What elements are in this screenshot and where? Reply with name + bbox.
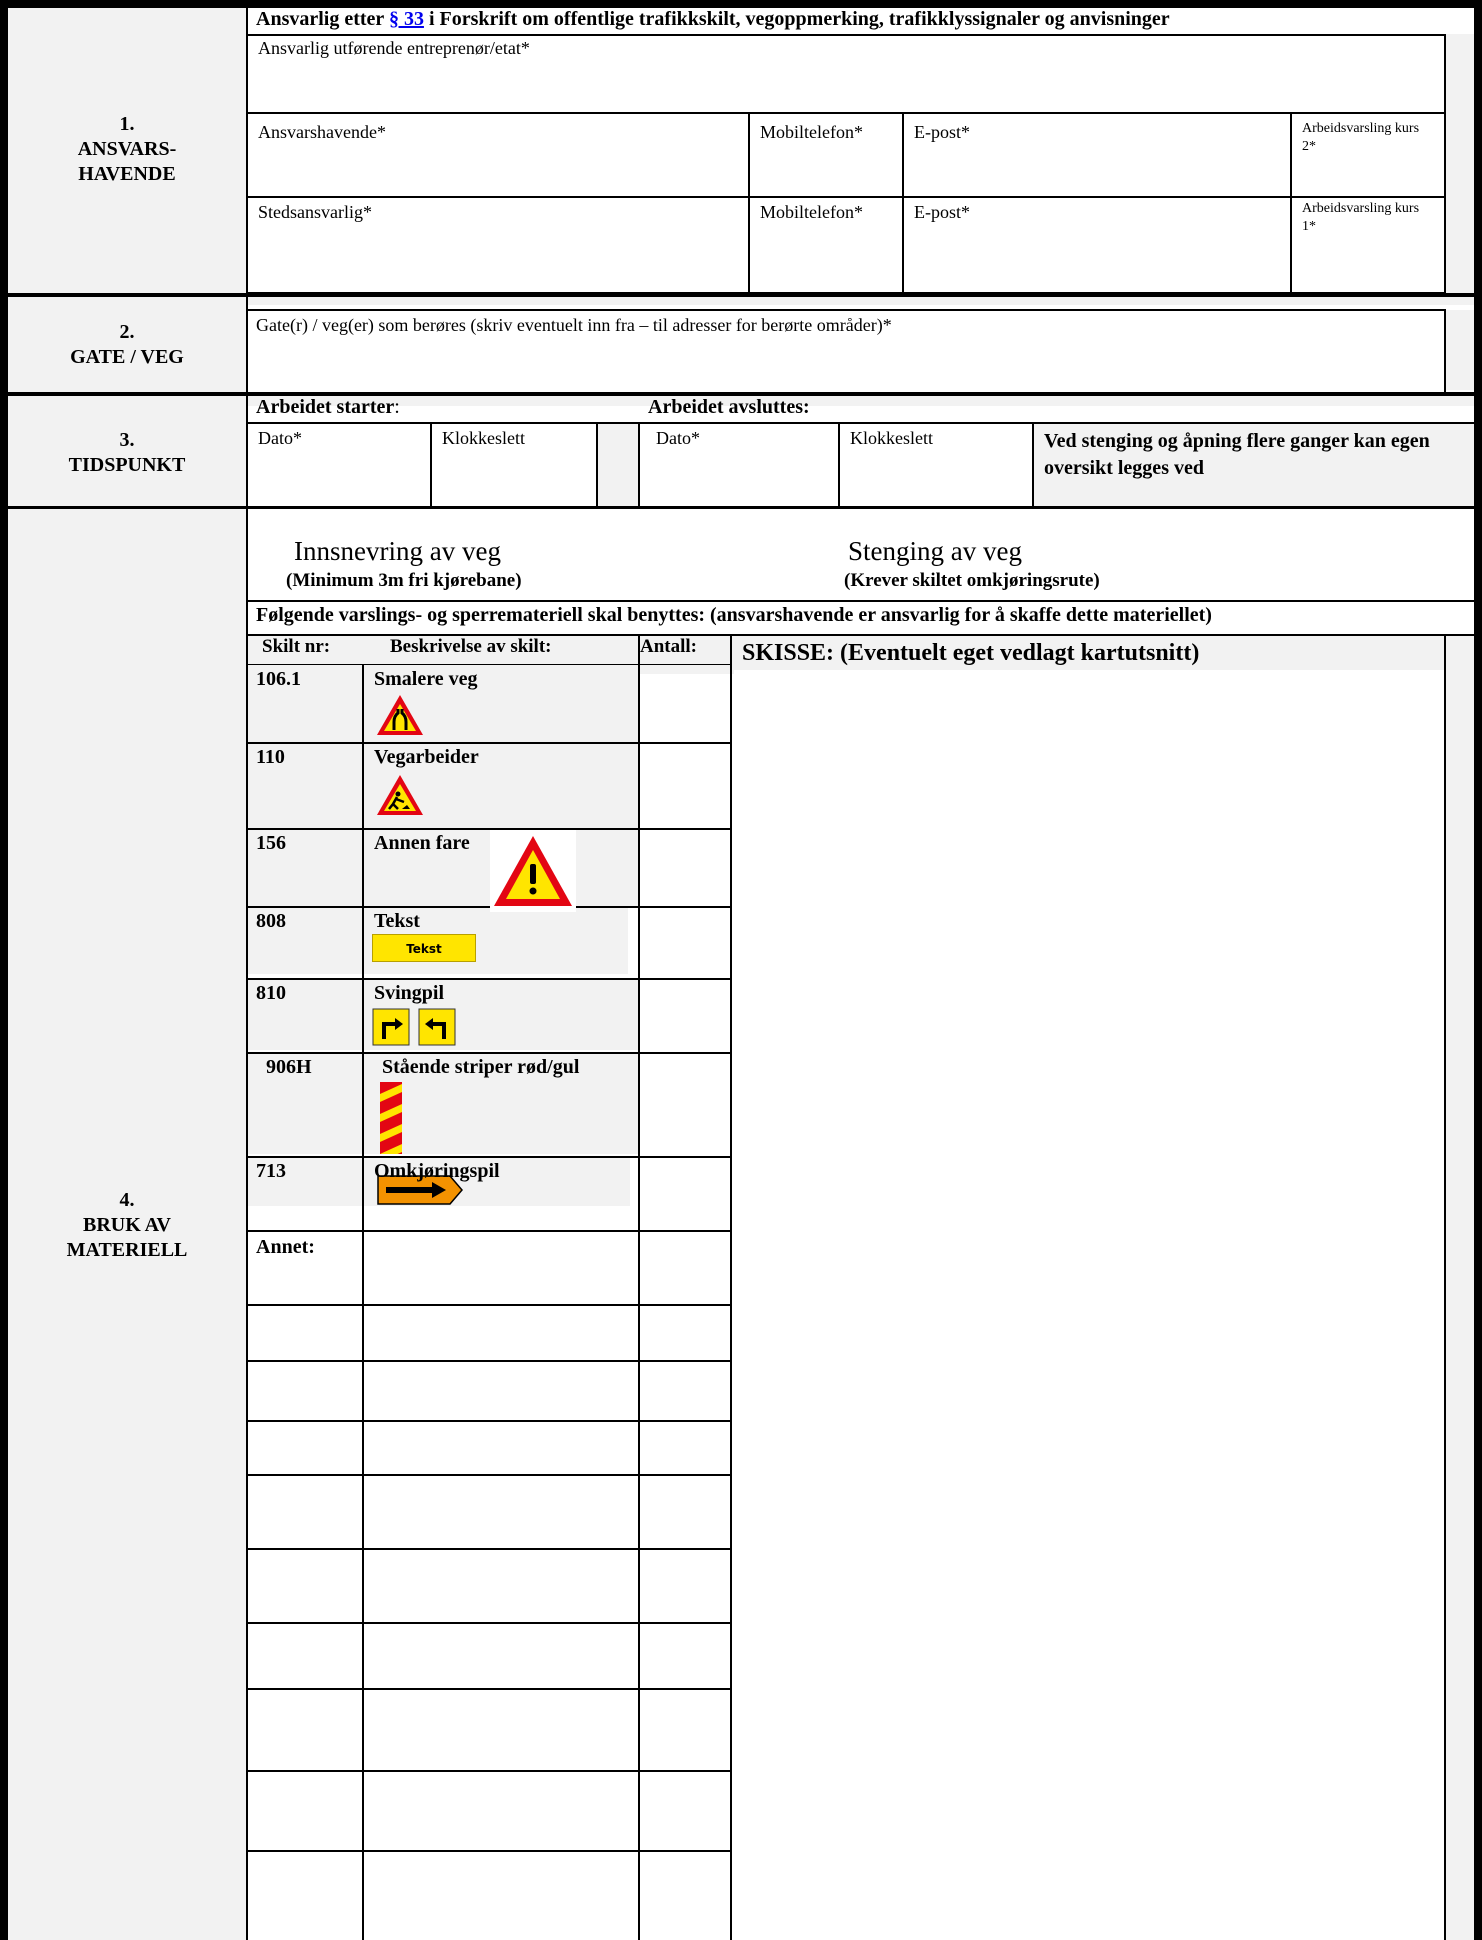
sign-row-810	[248, 980, 638, 1052]
extra-description-field[interactable]	[364, 1362, 638, 1420]
extra-description-field[interactable]	[364, 1550, 638, 1622]
other-quantity-field[interactable]	[640, 1232, 730, 1304]
responsible-person-label: Ansvarshavende*	[258, 122, 386, 142]
right-margin-shade-2	[1444, 310, 1474, 390]
extra-quantity-field[interactable]	[640, 1550, 730, 1622]
email-field[interactable]	[904, 114, 1290, 196]
header-suffix: i Forskrift om offentlige trafikkskilt, vegoppmerking, trafikklyssignaler og anvisninger	[423, 8, 1170, 30]
start-date-field[interactable]	[248, 424, 430, 506]
sign-number: 106.1	[256, 668, 301, 690]
extra-quantity-field[interactable]	[640, 1362, 730, 1420]
plate-text: Tekst	[406, 942, 442, 956]
extra-quantity-field[interactable]	[640, 1852, 730, 1940]
extra-description-field[interactable]	[364, 1772, 638, 1850]
mobile-phone-field[interactable]	[750, 114, 902, 196]
sign-row-906h	[248, 1054, 638, 1156]
end-time-label: Klokkeslett	[850, 428, 933, 448]
extra-quantity-field[interactable]	[640, 1690, 730, 1770]
col-sign-number: Skilt nr:	[262, 636, 331, 657]
sign-number: 810	[256, 982, 286, 1004]
sign-number: 156	[256, 832, 286, 854]
road-closing-note: (Krever skiltet omkjøringsrute)	[844, 570, 1100, 591]
contractor-label: Ansvarlig utførende entreprenør/etat*	[258, 38, 530, 58]
sign-number: 713	[256, 1160, 286, 1182]
sign-row-713	[248, 1158, 638, 1230]
extra-description-field[interactable]	[364, 1306, 638, 1360]
sign-description: Vegarbeider	[374, 746, 479, 768]
other-label: Annet:	[256, 1236, 315, 1258]
extra-sign-number-field[interactable]	[248, 1362, 362, 1420]
extra-sign-number-field[interactable]	[248, 1772, 362, 1850]
option-road-narrowing[interactable]	[280, 536, 600, 592]
section-number: 2.	[119, 321, 135, 343]
start-time-label: Klokkeslett	[442, 428, 525, 448]
section-title: BRUK AV	[83, 1214, 171, 1236]
work-end-heading: Arbeidet avsluttes:	[648, 396, 810, 418]
extra-quantity-field[interactable]	[640, 1422, 730, 1474]
email-label: E-post*	[914, 122, 970, 142]
email-field-2[interactable]	[904, 198, 1290, 292]
start-date-label: Dato*	[258, 428, 302, 448]
multiple-closings-note: Ved stenging og åpning flere ganger kan egen oversikt legges ved	[1044, 430, 1430, 479]
sign-description: Annen fare	[374, 832, 470, 854]
course-1-field[interactable]	[1292, 198, 1444, 292]
road-narrowing-label: Innsnevring av veg	[294, 536, 501, 566]
quantity-106-1[interactable]	[640, 666, 730, 742]
extra-description-field[interactable]	[364, 1852, 638, 1940]
sign-row-156	[248, 830, 638, 906]
mobile-phone-field-2[interactable]	[750, 198, 902, 292]
section-number: 1.	[119, 113, 135, 135]
course-2-field[interactable]	[1292, 114, 1444, 196]
time-gap-shade	[598, 424, 638, 508]
quantity-906h[interactable]	[640, 1054, 730, 1156]
extra-quantity-field[interactable]	[640, 1624, 730, 1688]
quantity-110[interactable]	[640, 744, 730, 828]
option-road-closing[interactable]	[836, 536, 1196, 592]
section-1-header	[256, 8, 1170, 31]
affected-streets-field[interactable]	[248, 311, 1444, 392]
end-time-field[interactable]	[840, 424, 1032, 506]
sketch-heading: SKISSE: (Eventuelt eget vedlagt kartutsnitt)	[742, 640, 1200, 666]
extra-sign-number-field[interactable]	[248, 1624, 362, 1688]
extra-quantity-field[interactable]	[640, 1476, 730, 1548]
header-prefix: Ansvarlig etter	[256, 8, 389, 30]
site-responsible-label: Stedsansvarlig*	[258, 202, 372, 222]
affected-streets-label: Gate(r) / veg(er) som berøres (skriv eventuelt inn fra – til adresser for berørte områder)*	[256, 315, 892, 335]
course-2-label: Arbeidsvarsling kurs 2*	[1302, 121, 1420, 155]
email-label: E-post*	[914, 202, 970, 222]
mobile-phone-label: Mobiltelefon*	[760, 122, 863, 142]
road-narrowing-note: (Minimum 3m fri kjørebane)	[286, 570, 522, 591]
quantity-808[interactable]	[640, 908, 730, 978]
col-quantity: Antall:	[640, 636, 697, 657]
extra-description-field[interactable]	[364, 1624, 638, 1688]
sign-number: 906H	[266, 1056, 312, 1078]
extra-sign-number-field[interactable]	[248, 1306, 362, 1360]
other-description-field[interactable]	[364, 1232, 638, 1304]
sign-row-808	[248, 908, 638, 978]
extra-description-field[interactable]	[364, 1476, 638, 1548]
extra-quantity-field[interactable]	[640, 1306, 730, 1360]
section-title: GATE / VEG	[70, 346, 184, 368]
work-start-heading: Arbeidet starter:	[256, 396, 400, 418]
sign-number: 808	[256, 910, 286, 932]
section-label-column	[8, 8, 246, 1940]
course-1-label: Arbeidsvarsling kurs 1*	[1302, 201, 1420, 235]
materials-heading: Følgende varslings- og sperremateriell skal benyttes: (ansvarshavende er ansvarlig for å skaffe dette materiellet)	[256, 604, 1212, 626]
responsible-person-field[interactable]	[248, 114, 748, 196]
sign-description: Tekst	[374, 910, 420, 932]
section-4-label	[8, 1188, 246, 1263]
sign-description: Stående striper rød/gul	[382, 1056, 580, 1078]
narrowing-road-sign-icon	[374, 692, 426, 738]
roadworks-sign-icon	[374, 772, 426, 818]
mobile-phone-label: Mobiltelefon*	[760, 202, 863, 222]
sign-row-110	[248, 744, 638, 828]
start-time-field[interactable]	[432, 424, 596, 506]
extra-sign-number-field[interactable]	[248, 1422, 362, 1474]
site-responsible-field[interactable]	[248, 198, 748, 292]
red-yellow-stripes-icon	[380, 1082, 402, 1154]
right-margin-shade	[1444, 34, 1474, 294]
section-2-label	[8, 320, 246, 370]
sign-number: 110	[256, 746, 285, 768]
other-label-cell	[248, 1232, 362, 1304]
other-danger-sign-icon	[490, 830, 576, 912]
section-title: MATERIELL	[66, 1239, 188, 1261]
regulation-section-link[interactable]: § 33	[388, 8, 424, 30]
extra-sign-number-field[interactable]	[248, 1476, 362, 1548]
section-number: 4.	[119, 1189, 135, 1211]
quantity-713[interactable]	[640, 1158, 730, 1230]
text-plate-icon	[372, 934, 476, 962]
section-title: TIDSPUNKT	[68, 454, 186, 476]
road-closing-label: Stenging av veg	[848, 536, 1022, 566]
extra-sign-number-field[interactable]	[248, 1690, 362, 1770]
section-3-label	[8, 428, 246, 478]
contractor-field[interactable]	[248, 36, 1444, 112]
extra-description-field[interactable]	[364, 1690, 638, 1770]
extra-sign-number-field[interactable]	[248, 1550, 362, 1622]
right-margin-shade-3	[1444, 636, 1474, 1940]
sign-description: Svingpil	[374, 982, 445, 1004]
extra-quantity-field[interactable]	[640, 1772, 730, 1850]
section-1-label	[8, 112, 246, 187]
section-title: ANSVARS-	[77, 138, 177, 160]
extra-description-field[interactable]	[364, 1422, 638, 1474]
sketch-area[interactable]	[734, 670, 1444, 1940]
col-sign-description: Beskrivelse av skilt:	[390, 636, 552, 657]
turn-arrow-plates-icon	[372, 1008, 458, 1046]
end-date-label: Dato*	[656, 428, 700, 448]
section-title: HAVENDE	[78, 163, 176, 185]
end-date-field[interactable]	[640, 424, 838, 506]
sign-description: Omkjøringspil	[374, 1160, 500, 1182]
quantity-810[interactable]	[640, 980, 730, 1052]
extra-sign-number-field[interactable]	[248, 1852, 362, 1940]
section-number: 3.	[119, 429, 135, 451]
quantity-156[interactable]	[640, 830, 730, 906]
sign-description: Smalere veg	[374, 668, 478, 690]
sign-row-106-1	[248, 666, 638, 742]
